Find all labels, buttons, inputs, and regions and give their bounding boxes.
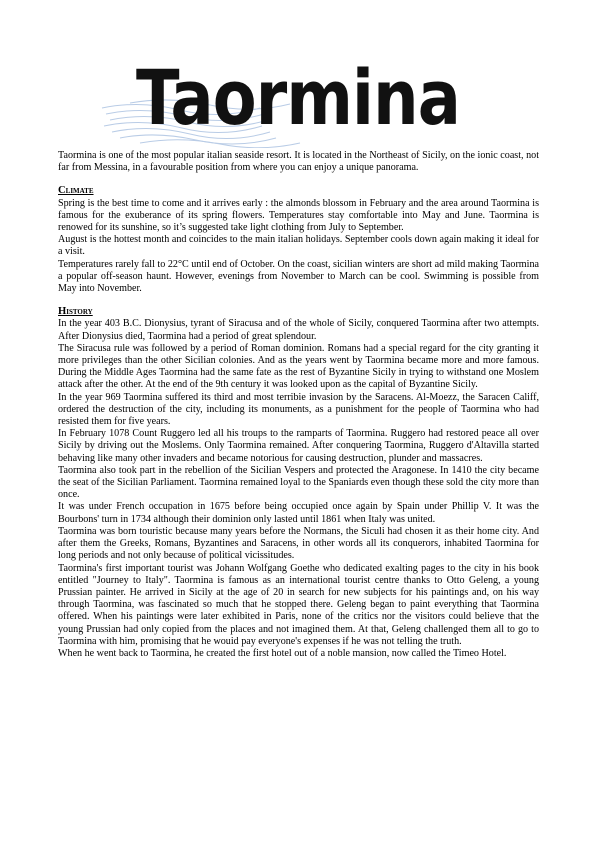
climate-heading: Climate: [58, 185, 94, 197]
history-heading: History: [58, 306, 93, 318]
history-paragraph: In February 1078 Count Ruggero led all his troups to the ramparts of Taormina. Ruggero had restored peace all over Sicily by driving out the Moslems. Only Taormina remained. After conquering Taormina, Ruggero d'Altavilla started behaving like many other invaders and became notorious for causing destruction, plunder and massacres.: [58, 428, 539, 464]
climate-paragraph: August is the hottest month and coincides to the main italian holidays. September cools down again making it ideal for a visit.: [58, 234, 539, 258]
history-paragraph: Taormina's first important tourist was Johann Wolfgang Goethe who dedicated exalting pages to the city in his book entitled "Journey to Italy". Taormina is famous as an international tourist centre thanks to Otto Geleng, a young Prussian painter. He arrived in Sicily at the age of 20 in search for new subjects for his paintings and, on his way through Taormina, was fascinated so much that he stopped there. Geleng began to paint everything that Taormina offered. When his paintings were later exhibited in Paris, none of the critics nor the visitors could believe that the young Prussian had only copied from the places and not imagined them. At that, Geleng challenged them all to go to Taormina with him, promising that he wouid pay everyone's expenses if he was not telling the truth.: [58, 562, 539, 647]
title-banner: [100, 48, 520, 148]
history-paragraph: When he went back to Taormina, he created the first hotel out of a noble mansion, now called the Timeo Hotel.: [58, 647, 507, 659]
history-paragraph: Taormina was born touristic because many years before the Normans, the Siculi had chosen it as their home city. And after them the Greeks, Romans, Byzantines and Saracens, in other words all its conquerors, inhabited Taormina for long periods and not only because of political vicissitudes.: [58, 525, 539, 562]
climate-paragraph: Temperatures rarely fall to 22°C until end of October. On the coast, sicilian winters are short ad mild making Taormina a popular off-season haunt. However, evenings from November to March can be cool. Swimming is possible from May into November.: [58, 258, 539, 295]
history-paragraph: In the year 403 B.C. Dionysius, tyrant of Siracusa and of the whole of Sicily, conquered Taormina after two attempts. After Dionysius died, Taormina had a period of great splendour.: [58, 318, 539, 342]
article-body: [58, 150, 539, 660]
history-paragraph: The Siracusa rule was followed by a period of Roman dominion. Romans had a special regard for the city granting it more privileges than the other Sicilian colonies. And as the years went by Taormina became more and more famous. During the Middle Ages Taormina had the same fate as the rest of Byzantine Sicily in trying to withstand one Moslem attack after the other. At the end of the 9th century it was looked upon as the capital of Byzantine Sicily.: [58, 342, 539, 391]
page-title: Taormina: [136, 53, 460, 142]
intro-paragraph: Taormina is one of the most popular italian seaside resort. It is located in the Northeast of Sicily, on the ionic coast, not far from Messina, in a favourable position from where you can enjoy a unique panorama.: [58, 150, 539, 174]
history-paragraph: Taormina also took part in the rebellion of the Sicilian Vespers and protected the Aragonese. In 1410 the city became the seat of the Sicilian Parliament. Taormina remained loyal to the Spaniards even though these sold the city more than once.: [58, 464, 539, 501]
history-paragraph: In the year 969 Taormina suffered its third and most terribie invasion by the Saracens. Al-Moezz, the Saracen Califf, ordered the destruction of the city, including its monuments, as a punishment for the people of Taormina who had resisted them for five years.: [58, 391, 539, 428]
history-paragraph: It was under French occupation in 1675 before being occupied once again by Spain under Phillip V. It was the Bourbons' turn in 1734 although their dominion only lasted until 1861 when Italy was united.: [58, 501, 539, 525]
climate-paragraph: Spring is the best time to come and it arrives early : the almonds blossom in February and the area around Taormina is famous for the exuberance of its spring flowers. Temperatures stay comfortable into May and June. Taormina is renowed for its sunshine, so it’s suggested take light clothing from July to September.: [58, 197, 539, 234]
